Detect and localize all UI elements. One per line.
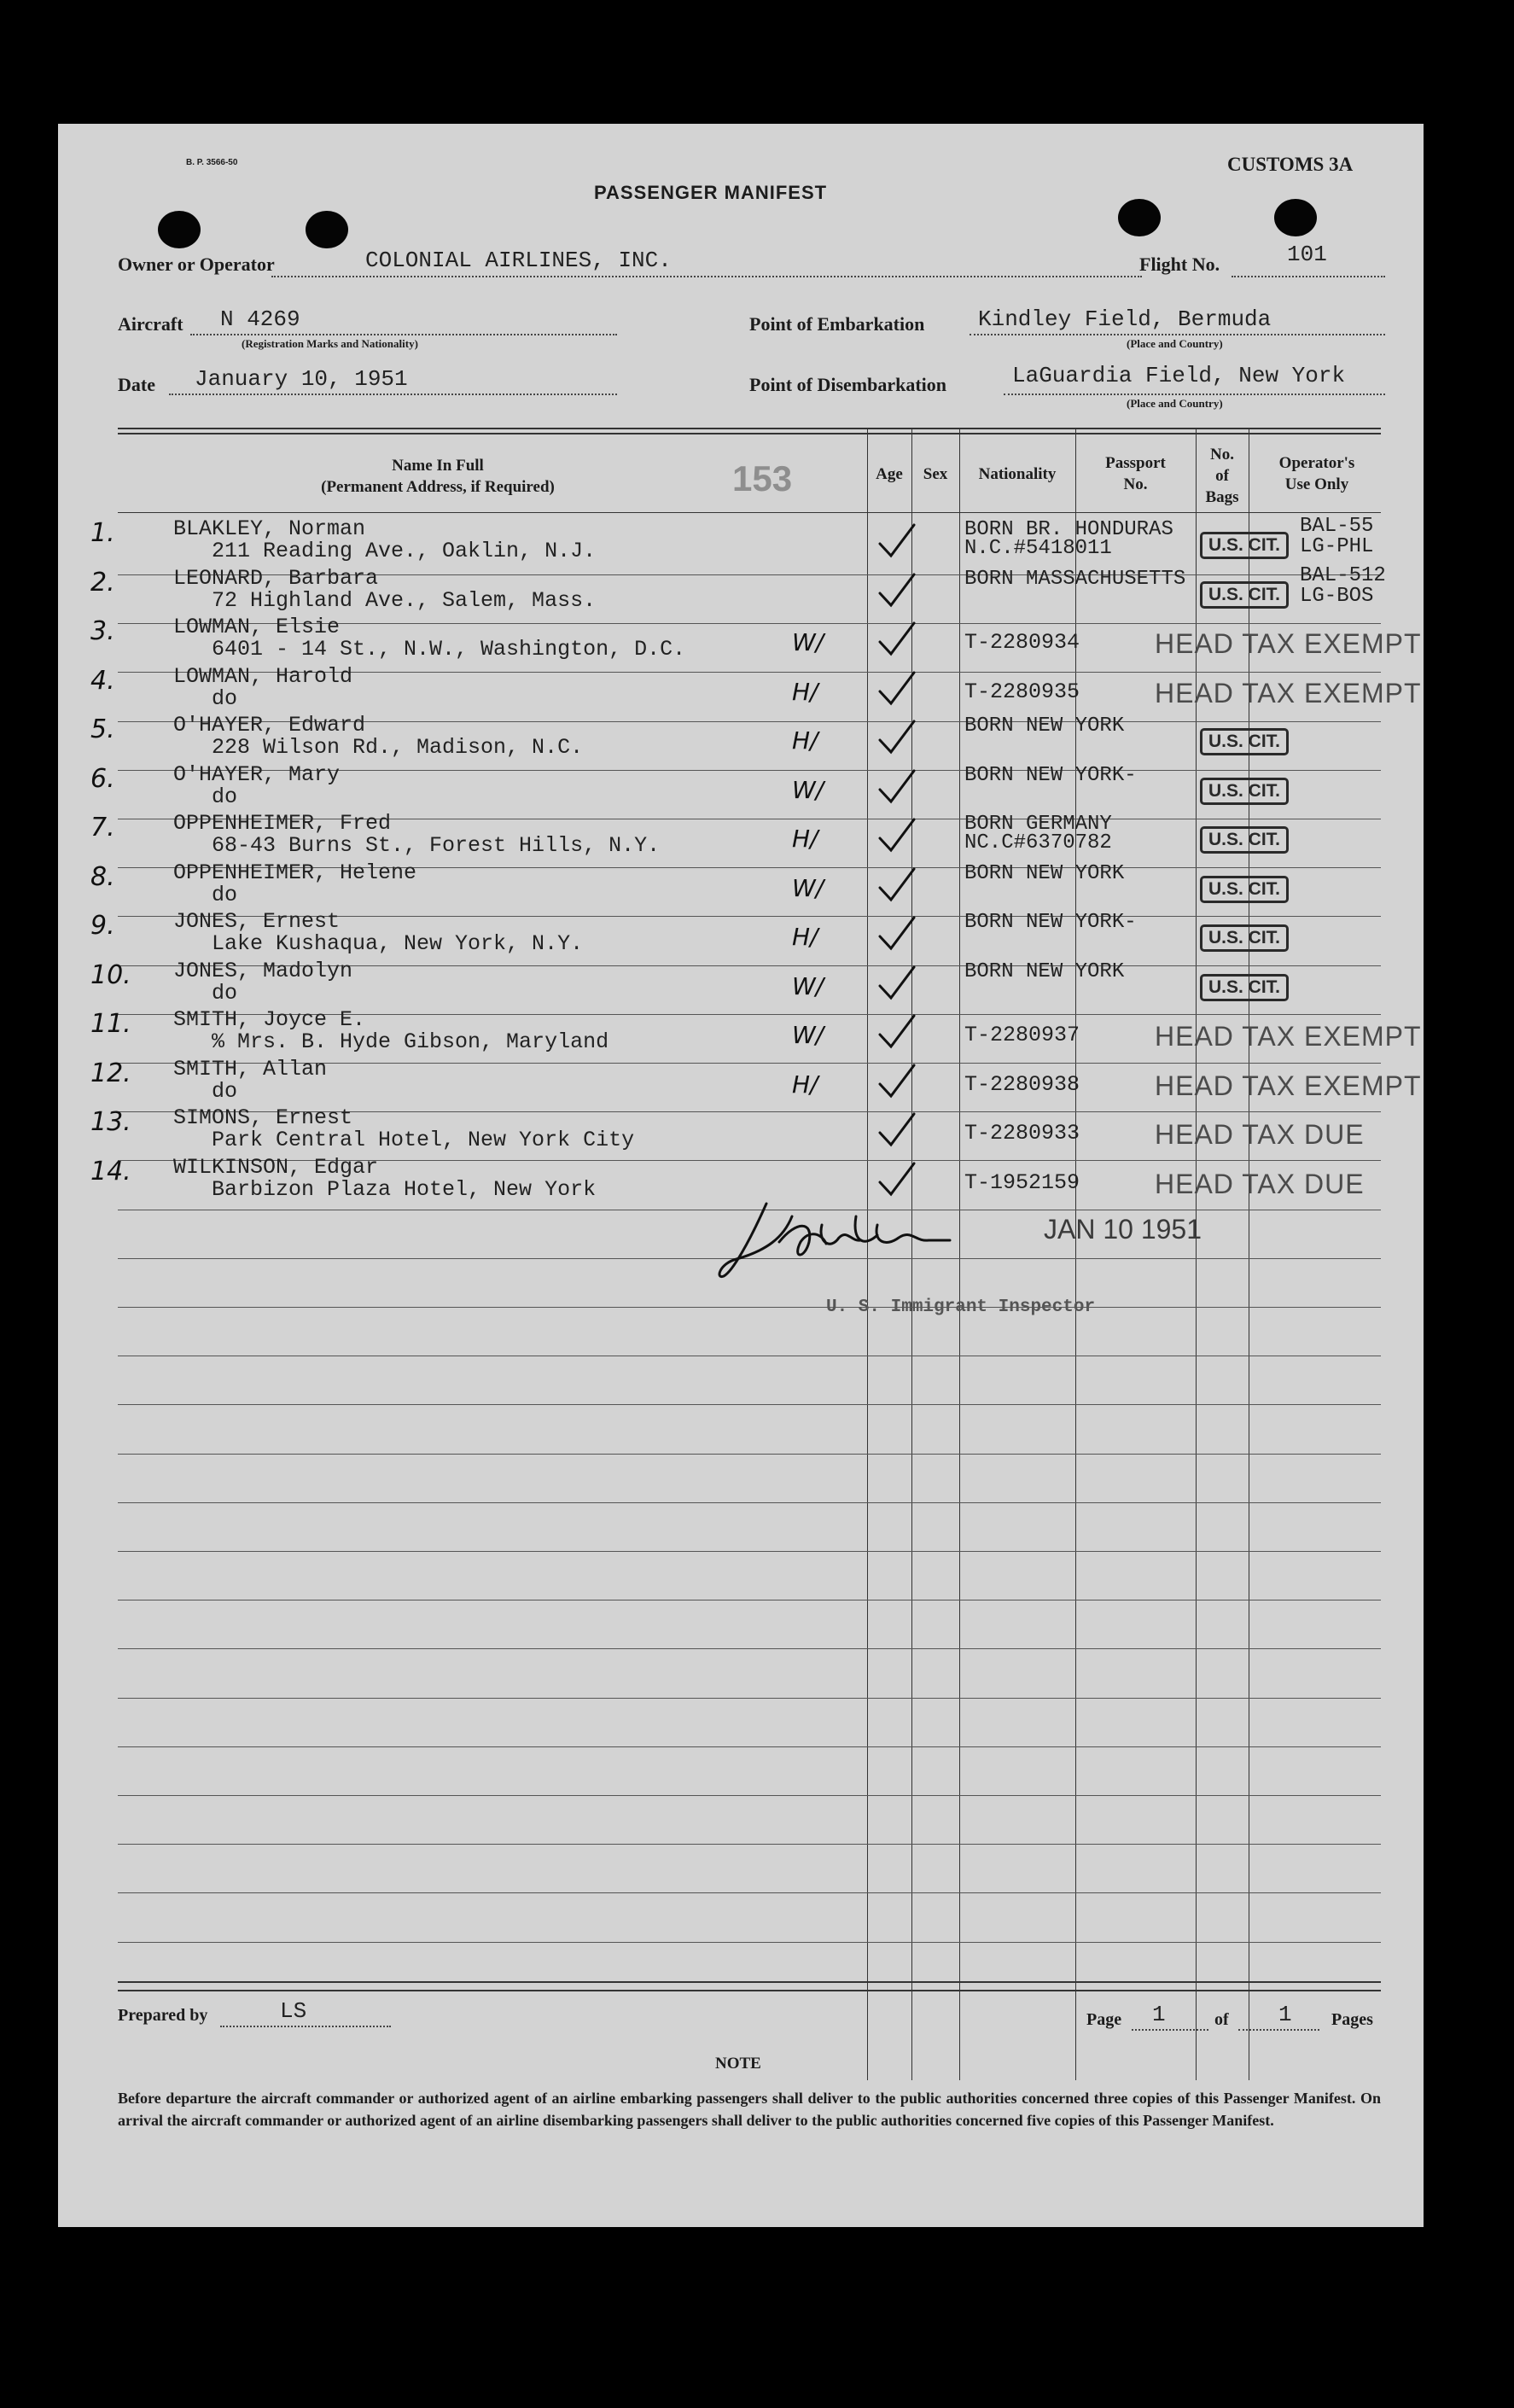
punch-hole <box>1118 199 1161 236</box>
head-tax-stamp: HEAD TAX EXEMPT <box>1155 1070 1422 1101</box>
age-check-mark <box>876 618 918 665</box>
col-sex-header: Sex <box>923 465 948 483</box>
citizen-stamp: U.S. CIT. <box>1200 826 1289 854</box>
table-rule <box>118 1698 1381 1699</box>
passenger-address: Barbizon Plaza Hotel, New York <box>212 1176 597 1202</box>
row-number: 6. <box>90 763 115 794</box>
aircraft-caption: (Registration Marks and Nationality) <box>242 337 418 350</box>
table-rule <box>118 1942 1381 1943</box>
passport-number: T-2280934 <box>964 630 1080 655</box>
table-rule <box>118 1746 1381 1747</box>
gender-mark: W/ <box>792 775 824 804</box>
passenger-name: JONES, Ernest <box>173 909 341 934</box>
row-number: 10. <box>90 959 131 990</box>
citizen-stamp: U.S. CIT. <box>1200 778 1289 805</box>
nationality: BORN NEW YORK <box>964 861 1125 885</box>
passenger-name: SMITH, Joyce E. <box>173 1007 366 1032</box>
gender-mark: W/ <box>792 971 824 1000</box>
row-number: 12. <box>90 1058 131 1088</box>
citizen-stamp: U.S. CIT. <box>1200 876 1289 903</box>
page-number-stamp: 153 <box>732 458 793 499</box>
nationality: BORN NEW YORK- <box>964 911 1137 934</box>
nationality: BORN BR. HONDURAS <box>964 518 1173 541</box>
nationality: BORN NEW YORK <box>964 714 1125 738</box>
passenger-name: LEONARD, Barbara <box>173 565 379 591</box>
col-name-header: Name In Full (Permanent Address, if Required) <box>321 457 555 496</box>
date-label: Date <box>118 374 155 395</box>
owner-value: COLONIAL AIRLINES, INC. <box>365 248 672 273</box>
punch-hole <box>306 211 348 248</box>
punch-hole <box>1274 199 1317 236</box>
age-check-mark <box>876 716 918 763</box>
embark-value: Kindley Field, Bermuda <box>978 306 1272 332</box>
pages-value: 1 <box>1278 2002 1292 2027</box>
gender-mark: H/ <box>792 825 818 853</box>
head-tax-stamp: HEAD TAX DUE <box>1155 1119 1365 1150</box>
embark-label: Point of Embarkation <box>749 313 925 335</box>
passenger-address: 68-43 Burns St., Forest Hills, N.Y. <box>212 833 661 858</box>
passenger-address: 211 Reading Ave., Oaklin, N.J. <box>212 539 597 563</box>
table-rule <box>118 1454 1381 1455</box>
row-number: 8. <box>90 861 115 892</box>
citizen-stamp: U.S. CIT. <box>1200 974 1289 1001</box>
operator-route: LG-BOS <box>1300 584 1374 608</box>
of-label: of <box>1214 2010 1229 2029</box>
page-value: 1 <box>1152 2002 1166 2027</box>
head-tax-stamp: HEAD TAX EXEMPT <box>1155 1021 1422 1052</box>
passenger-address: do <box>212 1078 238 1104</box>
col-age-header: Age <box>876 465 903 483</box>
page-label: Page <box>1086 2010 1122 2029</box>
table-rule <box>118 1892 1381 1893</box>
prepared-label: Prepared by <box>118 2006 208 2025</box>
passenger-name: JONES, Madolyn <box>173 958 353 983</box>
gender-mark: W/ <box>792 873 824 902</box>
inspector-label: U. S. Immigrant Inspector <box>826 1297 1096 1317</box>
passenger-address: Park Central Hotel, New York City <box>212 1128 635 1152</box>
row-number: 11. <box>90 1009 131 1039</box>
citizen-stamp: U.S. CIT. <box>1200 728 1289 755</box>
gender-mark: H/ <box>792 677 818 706</box>
table-rule <box>118 1648 1381 1649</box>
col-passport-header: Passport No. <box>1105 454 1166 493</box>
aircraft-value: N 4269 <box>220 306 300 332</box>
row-number: 5. <box>90 714 115 744</box>
passenger-name: LOWMAN, Elsie <box>173 615 341 639</box>
inspector-signature <box>715 1191 971 1285</box>
passenger-address: do <box>212 980 238 1006</box>
passport-number: T-2280938 <box>964 1071 1080 1097</box>
table-rule <box>118 1795 1381 1796</box>
inspection-date-stamp: JAN 10 1951 <box>1044 1214 1202 1245</box>
passenger-address: do <box>212 685 238 711</box>
head-tax-stamp: HEAD TAX EXEMPT <box>1155 628 1422 659</box>
age-check-mark <box>876 766 918 813</box>
gender-mark: H/ <box>792 726 818 755</box>
age-check-mark <box>876 864 918 911</box>
table-rule <box>118 1307 1381 1308</box>
passenger-address: do <box>212 882 238 907</box>
passenger-name: BLAKLEY, Norman <box>173 516 366 541</box>
form-code: B. P. 3566-50 <box>186 158 238 167</box>
passport-number: T-2280935 <box>964 679 1080 704</box>
note-text: Before departure the aircraft commander or authorized agent of an airline embarking passengers shall deliver to the public authorities concerned three copies of this Passenger Manifest. On arrival the aircraft commander or authorized agent of an airline disembarking passengers shall deliver to the public authorities concerned five copies of this Passenger Manifest. <box>118 2090 1381 2129</box>
disembark-value: LaGuardia Field, New York <box>1012 363 1346 388</box>
passenger-name: OPPENHEIMER, Helene <box>173 860 417 885</box>
passport-number: T-2280937 <box>964 1023 1080 1047</box>
citizen-stamp: U.S. CIT. <box>1200 924 1289 952</box>
row-number: 13. <box>90 1107 131 1137</box>
manifest-page <box>58 124 1424 2227</box>
head-tax-stamp: HEAD TAX DUE <box>1155 1168 1365 1199</box>
passenger-name: OPPENHEIMER, Fred <box>173 811 392 836</box>
nationality: BORN MASSACHUSETTS <box>964 567 1186 591</box>
citizen-stamp: U.S. CIT. <box>1200 532 1289 559</box>
table-rule <box>118 1502 1381 1503</box>
passenger-name: O'HAYER, Mary <box>173 761 341 787</box>
age-check-mark <box>876 1109 918 1156</box>
citizen-stamp: U.S. CIT. <box>1200 581 1289 609</box>
form-name: CUSTOMS 3A <box>1227 154 1354 175</box>
certificate-number: N.C.#5418011 <box>964 537 1112 560</box>
flight-label: Flight No. <box>1139 254 1220 275</box>
passenger-address: Lake Kushaqua, New York, N.Y. <box>212 931 584 956</box>
passport-number: T-2280933 <box>964 1121 1080 1146</box>
passport-number: T-1952159 <box>964 1169 1080 1195</box>
table-rule <box>118 1404 1381 1405</box>
age-check-mark <box>876 569 918 616</box>
age-check-mark <box>876 520 918 567</box>
passenger-address: 228 Wilson Rd., Madison, N.C. <box>212 735 584 760</box>
nationality: BORN NEW YORK- <box>964 763 1137 787</box>
table-rule <box>118 1551 1381 1552</box>
row-number: 4. <box>90 665 115 696</box>
age-check-mark <box>876 1011 918 1058</box>
passenger-name: SIMONS, Ernest <box>173 1105 353 1130</box>
note-title: NOTE <box>715 2055 761 2073</box>
operator-code: BAL-512 <box>1300 563 1386 587</box>
head-tax-stamp: HEAD TAX EXEMPT <box>1155 677 1422 708</box>
age-check-mark <box>876 668 918 714</box>
nationality: BORN GERMANY <box>964 813 1112 836</box>
table-rule <box>118 1844 1381 1845</box>
gender-mark: H/ <box>792 923 818 951</box>
age-check-mark <box>876 962 918 1009</box>
col-bags-header: No. of Bags <box>1205 446 1239 506</box>
aircraft-label: Aircraft <box>118 313 183 335</box>
passenger-name: WILKINSON, Edgar <box>173 1154 379 1180</box>
certificate-number: NC.C#6370782 <box>964 831 1112 854</box>
age-check-mark <box>876 912 918 959</box>
row-number: 2. <box>90 567 115 598</box>
operator-code: BAL-55 <box>1300 515 1374 538</box>
passenger-address: % Mrs. B. Hyde Gibson, Maryland <box>212 1029 609 1054</box>
row-number: 9. <box>90 911 115 941</box>
nationality: BORN NEW YORK <box>964 959 1125 983</box>
punch-hole <box>158 211 201 248</box>
gender-mark: H/ <box>792 1070 818 1099</box>
row-number: 7. <box>90 813 115 843</box>
row-number: 3. <box>90 616 115 646</box>
prepared-value: LS <box>280 1998 307 2024</box>
col-operator-header: Operator's Use Only <box>1278 454 1355 493</box>
passenger-address: do <box>212 784 238 809</box>
flight-value: 101 <box>1287 242 1327 267</box>
passenger-address: 6401 - 14 St., N.W., Washington, D.C. <box>212 637 686 662</box>
passenger-name: SMITH, Allan <box>173 1056 328 1082</box>
col-nationality-header: Nationality <box>978 465 1057 483</box>
page-title: PASSENGER MANIFEST <box>594 182 828 203</box>
embark-caption: (Place and Country) <box>1127 337 1223 350</box>
row-number: 14. <box>90 1156 131 1187</box>
passenger-address: 72 Highland Ave., Salem, Mass. <box>212 587 597 613</box>
age-check-mark <box>876 1060 918 1107</box>
disembark-label: Point of Disembarkation <box>749 374 946 395</box>
passenger-name: LOWMAN, Harold <box>173 663 353 689</box>
operator-route: LG-PHL <box>1300 535 1374 558</box>
date-value: January 10, 1951 <box>195 366 408 392</box>
disembark-caption: (Place and Country) <box>1127 397 1223 410</box>
passenger-name: O'HAYER, Edward <box>173 713 366 738</box>
pages-label: Pages <box>1331 2010 1373 2029</box>
age-check-mark <box>876 814 918 861</box>
gender-mark: W/ <box>792 628 824 656</box>
gender-mark: W/ <box>792 1021 824 1049</box>
owner-label: Owner or Operator <box>118 254 275 275</box>
row-number: 1. <box>90 518 115 548</box>
